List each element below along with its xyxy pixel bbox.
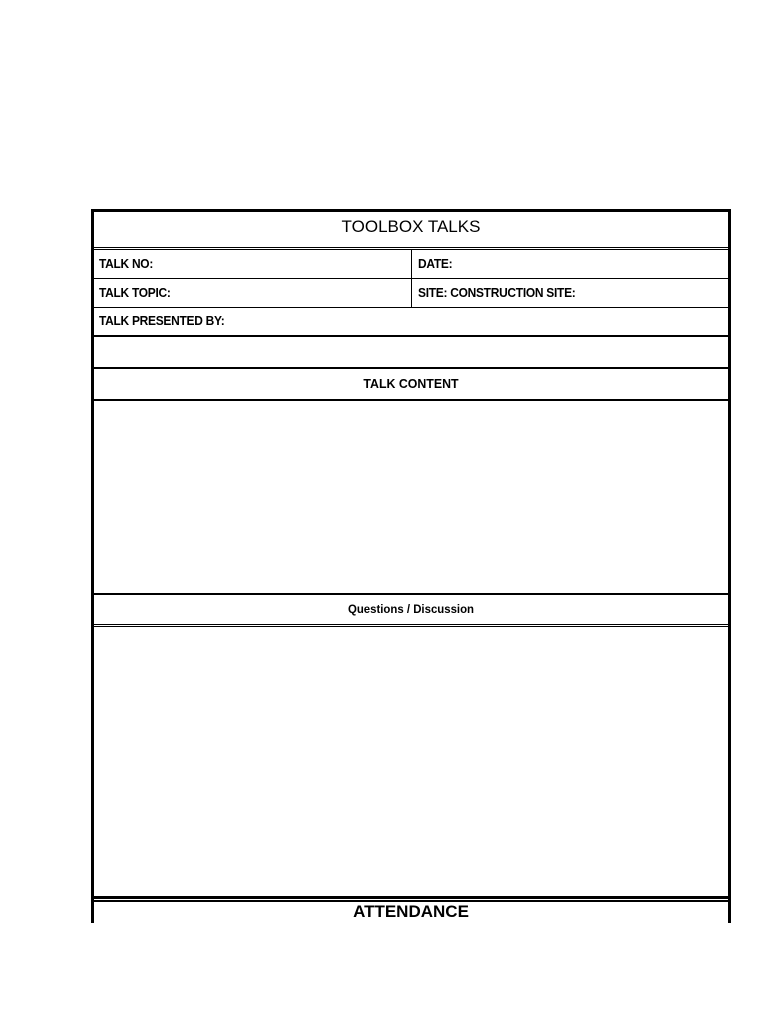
talk-no-label: TALK NO: [99, 256, 154, 271]
title-divider-1 [94, 247, 728, 248]
form-title: TOOLBOX TALKS [341, 217, 481, 236]
attendance-divider-1 [94, 896, 728, 899]
talk-topic-label: TALK TOPIC: [99, 285, 171, 300]
form-top-border [94, 209, 728, 212]
site-label: SITE: CONSTRUCTION SITE: [418, 285, 576, 300]
questions-heading: Questions / Discussion [347, 602, 475, 616]
talk-content-area [94, 401, 728, 593]
presented-by-label: TALK PRESENTED BY: [99, 313, 225, 328]
attendance-heading: ATTENDANCE [353, 902, 469, 921]
questions-area [94, 627, 728, 897]
date-label: DATE: [418, 256, 453, 271]
row-divider-3 [94, 335, 728, 337]
row-divider-1 [94, 278, 728, 279]
row-divider-7 [94, 624, 728, 625]
talk-content-heading: TALK CONTENT [363, 376, 459, 391]
toolbox-talks-form [91, 209, 731, 923]
